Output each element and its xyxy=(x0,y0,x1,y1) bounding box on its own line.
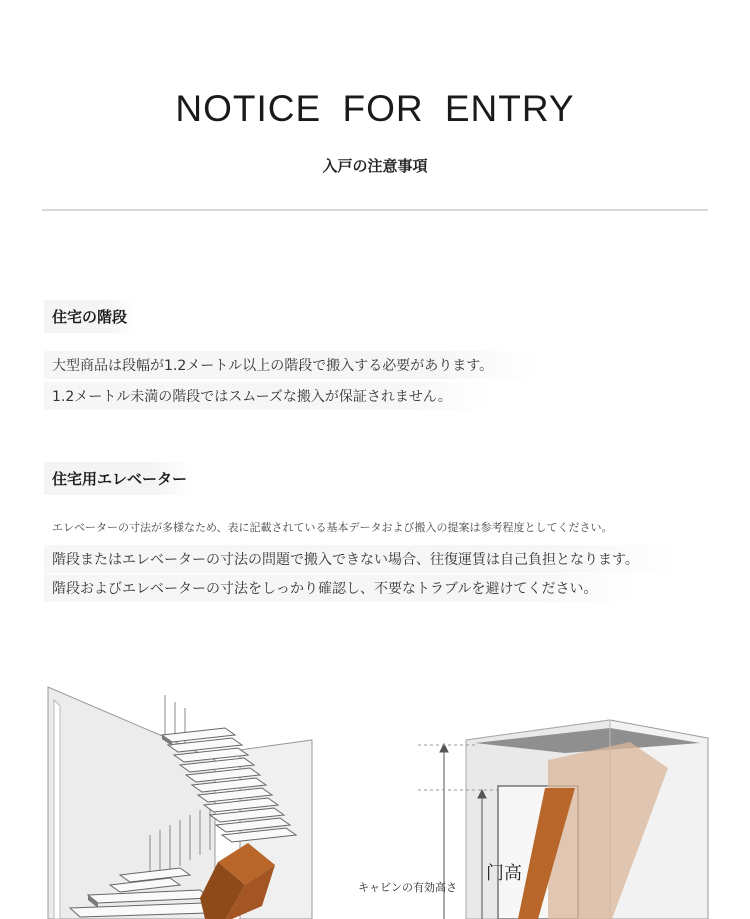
entry-illustration xyxy=(0,640,750,919)
cabin-height-label: キャビンの有効高さ xyxy=(358,881,457,894)
divider xyxy=(42,209,708,211)
stairs-line-1: 大型商品は段幅が1.2メートル以上の階段で搬入する必要があります。 xyxy=(44,351,540,379)
door-height-label: 门高 xyxy=(486,863,522,884)
elevator-note: エレベーターの寸法が多様なため、表に記載されている基本データおよび搬入の提案は参考程度としてください。 xyxy=(52,521,613,534)
elevator-line-1: 階段またはエレベーターの寸法の問題で搬入できない場合、往復運賃は自己負担となります。 xyxy=(44,545,680,573)
elevator-line-2: 階段およびエレベーターの寸法をしっかり確認し、不要なトラブルを避けてください。 xyxy=(44,574,640,602)
stairs-heading: 住宅の階段 xyxy=(44,300,135,333)
page-subtitle: 入戸の注意事項 xyxy=(322,157,428,175)
elevator-heading: 住宅用エレベーター xyxy=(44,462,195,495)
stairs-line-2: 1.2メートル未満の階段ではスムーズな搬入が保証されません。 xyxy=(44,382,490,410)
page-title: NOTICE FOR ENTRY xyxy=(175,88,575,129)
elevator-illustration xyxy=(0,640,750,919)
